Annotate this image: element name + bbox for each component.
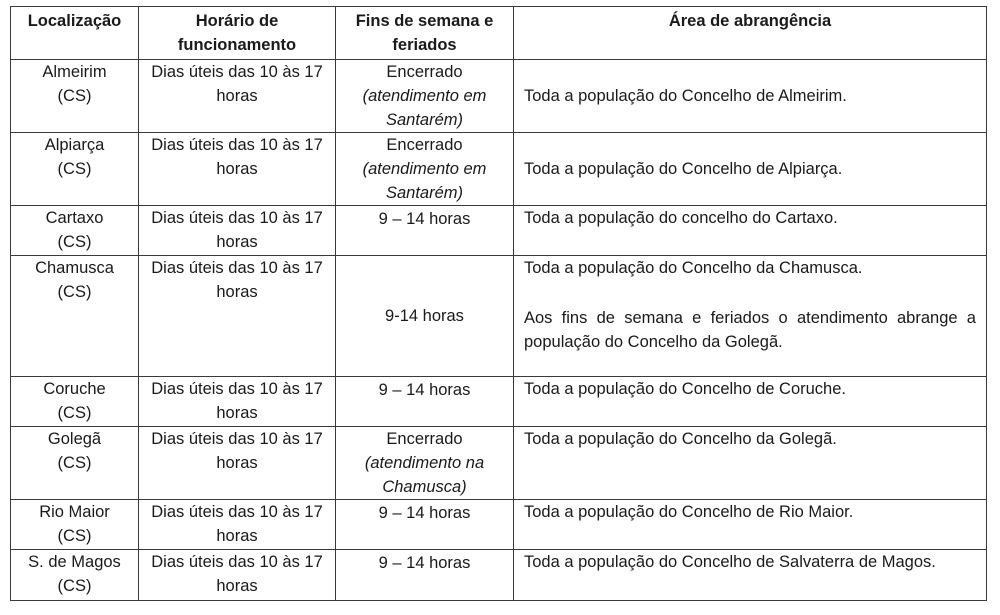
weekend-cell [336,550,514,601]
table-row [11,60,987,133]
weekend-status: 9 – 14 horas [378,381,471,399]
coverage-cell [514,377,987,427]
hours-cell: Dias úteis das 10 às 17 horas [139,60,336,133]
header-fins-semana: Fins de semana e feriados [336,7,514,60]
weekend-cell [336,206,514,256]
location-cell [11,500,139,550]
weekend-cell [336,427,514,500]
table-row [11,500,987,550]
weekend-cell [336,133,514,206]
location-name: Coruche [43,380,106,398]
location-cell [11,377,139,427]
location-type: (CS) [57,87,92,105]
header-area: Área de abrangência [514,7,987,60]
hours-cell: Dias úteis das 10 às 17 horas [139,206,336,256]
coverage-cell [514,133,987,206]
coverage-cell [514,500,987,550]
location-name: Chamusca [35,259,114,277]
location-cell [11,256,139,377]
coverage-cell [514,60,987,133]
location-type: (CS) [57,404,92,422]
hours-cell: Dias úteis das 10 às 17 horas [139,133,336,206]
weekend-status: 9 – 14 horas [378,504,471,522]
location-cell [11,60,139,133]
location-type: (CS) [57,233,92,251]
location-cell [11,550,139,601]
location-cell [11,133,139,206]
weekend-cell [336,256,514,377]
location-name: S. de Magos [28,553,121,571]
coverage-extra-text: Aos fins de semana e feriados o atendimento abrange a população do Concelho da Golegã. [524,309,976,351]
weekend-note: (atendimento em Santarém) [362,160,487,202]
location-name: Almeirim [42,63,107,81]
coverage-text: Toda a população do Concelho de Almeirim. [524,87,847,105]
weekend-note: (atendimento em Santarém) [362,87,487,129]
weekend-status: 9 – 14 horas [378,210,471,228]
coverage-text: Toda a população do Concelho da Chamusca. [524,259,863,277]
hours-cell: Dias úteis das 10 às 17 horas [139,550,336,601]
weekend-cell [336,60,514,133]
weekend-status: Encerrado [386,136,463,154]
weekend-cell [336,377,514,427]
weekend-note: (atendimento na Chamusca) [364,454,485,496]
table-row [11,377,987,427]
location-type: (CS) [57,160,92,178]
location-name: Golegã [47,430,102,448]
hours-cell: Dias úteis das 10 às 17 horas [139,500,336,550]
weekend-cell [336,500,514,550]
header-horario: Horário de funcionamento [139,7,336,60]
location-cell [11,427,139,500]
coverage-text: Toda a população do concelho do Cartaxo. [524,209,838,227]
weekend-status: Encerrado [386,430,463,448]
location-type: (CS) [57,454,92,472]
coverage-text: Toda a população do Concelho de Salvaterra de Magos. [524,553,936,571]
coverage-text: Toda a população do Concelho da Golegã. [524,430,837,448]
table-row [11,256,987,377]
header-row [11,7,987,60]
header-localizacao: Localização [11,7,139,60]
coverage-cell [514,256,987,377]
table-row [11,206,987,256]
hours-cell: Dias úteis das 10 às 17 horas [139,377,336,427]
location-cell [11,206,139,256]
table-row [11,427,987,500]
table-row [11,133,987,206]
location-type: (CS) [57,283,92,301]
weekend-status: Encerrado [386,63,463,81]
coverage-cell [514,206,987,256]
location-name: Rio Maior [39,503,110,521]
weekend-status: 9-14 horas [385,307,464,325]
location-type: (CS) [57,527,92,545]
weekend-status: 9 – 14 horas [378,554,471,572]
coverage-text: Toda a população do Concelho de Coruche. [524,380,846,398]
table-row [11,550,987,601]
coverage-cell [514,427,987,500]
location-name: Alpiarça [44,136,105,154]
services-table [10,6,987,601]
coverage-text: Toda a população do Concelho de Rio Maior. [524,503,854,521]
coverage-text: Toda a população do Concelho de Alpiarça. [524,160,843,178]
location-type: (CS) [57,577,92,595]
hours-cell: Dias úteis das 10 às 17 horas [139,427,336,500]
location-name: Cartaxo [45,209,104,227]
hours-cell: Dias úteis das 10 às 17 horas [139,256,336,377]
coverage-cell [514,550,987,601]
